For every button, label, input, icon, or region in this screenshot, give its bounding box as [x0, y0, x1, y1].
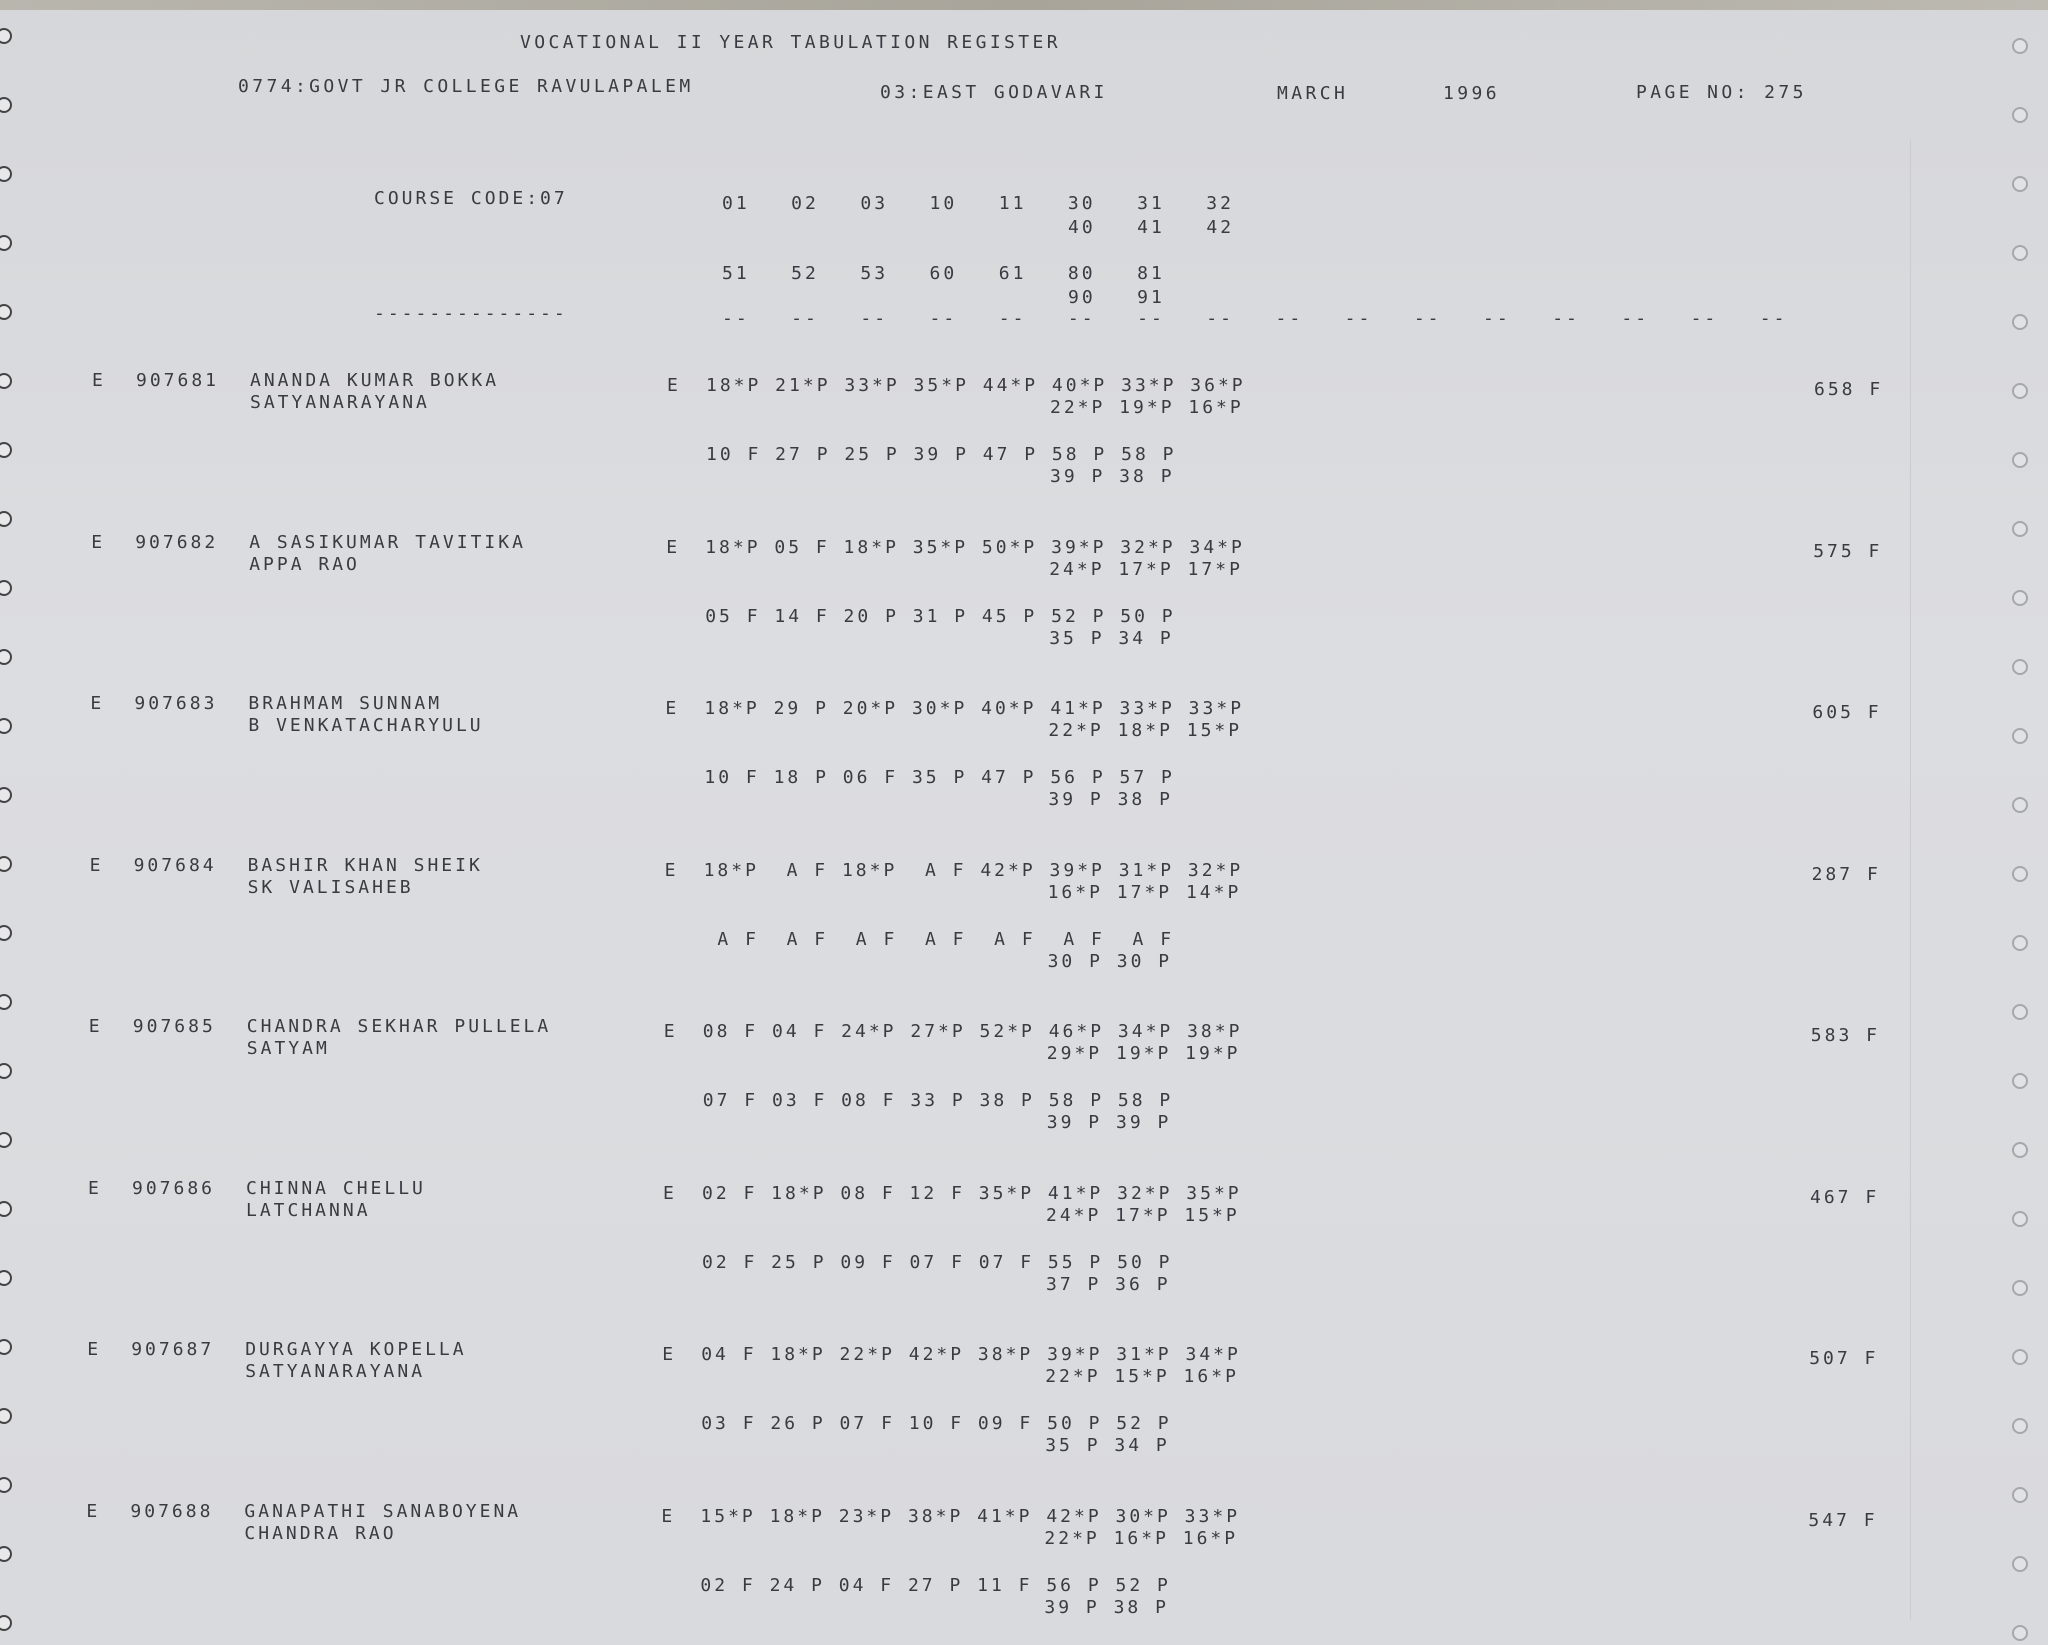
candidate-name: ANANDA KUMAR BOKKA: [250, 370, 500, 391]
exam-code: E: [667, 375, 681, 396]
grand-total: 467 F: [1810, 1186, 1880, 1208]
record-flag: E: [88, 1016, 103, 1037]
subject-codes-row1-cont: 40 41 42: [1068, 217, 1235, 238]
hall-ticket-number: 907684: [133, 854, 217, 876]
exam-code: E: [661, 1505, 676, 1527]
feed-hole: [0, 304, 12, 320]
marks-row1-cont: 24*P 17*P 17*P: [1049, 558, 1243, 580]
exam-code: E: [663, 1182, 677, 1204]
grand-total: 287 F: [1811, 863, 1881, 885]
page-number: PAGE NO: 275: [1636, 82, 1807, 103]
marks-row1-cont: 22*P 16*P 16*P: [1044, 1527, 1239, 1549]
feed-hole: [2012, 866, 2028, 882]
feed-hole: [2012, 728, 2028, 744]
feed-hole: [2012, 1349, 2028, 1365]
column-dashes: -- -- -- -- -- -- -- -- -- -- -- -- -- -- -- --: [722, 308, 1788, 329]
feed-hole: [0, 28, 12, 44]
feed-hole: [0, 925, 12, 941]
feed-hole: [2012, 590, 2028, 606]
subject-codes-row2-cont: 90 91: [1068, 287, 1165, 308]
hall-ticket-number: 907688: [130, 1500, 214, 1522]
feed-hole: [0, 373, 12, 389]
hall-ticket-number: 907683: [134, 693, 218, 714]
grand-total: 605 F: [1812, 702, 1882, 723]
hall-ticket-number: 907682: [135, 531, 219, 553]
marks-row1: 08 F 04 F 24*P 27*P 52*P 46*P 34*P 38*P: [702, 1021, 1243, 1042]
feed-hole: [2012, 1418, 2028, 1434]
candidate-name: BRAHMAM SUNNAM: [248, 693, 443, 714]
feed-hole: [0, 166, 12, 182]
feed-hole: [2012, 245, 2028, 261]
show-through-text: [1250, 18, 1271, 58]
marks-row2: 03 F 26 P 07 F 10 F 09 F 50 P 52 P: [701, 1413, 1172, 1434]
feed-hole: [0, 649, 12, 665]
marks-row2: A F A F A F A F A F A F A F: [703, 928, 1175, 950]
record-flag: E: [91, 531, 106, 553]
exam-code: E: [666, 536, 681, 558]
hall-ticket-number: 907681: [136, 370, 220, 391]
record-flag: E: [86, 1500, 101, 1522]
feed-hole: [2012, 176, 2028, 192]
feed-hole: [2012, 107, 2028, 123]
marks-row2-cont: 39 P 38 P: [1048, 789, 1173, 810]
register-title: VOCATIONAL II YEAR TABULATION REGISTER: [520, 32, 1062, 53]
candidate-father-name: SATYANARAYANA: [250, 392, 430, 413]
marks-row1: 18*P A F 18*P A F 42*P 39*P 31*P 32*P: [703, 859, 1244, 881]
grand-total: 658 F: [1814, 379, 1884, 400]
record-flag: E: [89, 854, 104, 876]
feed-hole: [2012, 1004, 2028, 1020]
marks-row1-cont: 29*P 19*P 19*P: [1046, 1043, 1241, 1064]
right-tractor-holes: [1998, 0, 2048, 1645]
feed-hole: [2012, 1142, 2028, 1158]
feed-hole: [0, 1408, 12, 1424]
feed-hole: [2012, 1625, 2028, 1641]
feed-hole: [0, 1546, 12, 1562]
marks-row1: 04 F 18*P 22*P 42*P 38*P 39*P 31*P 34*P: [701, 1344, 1241, 1365]
feed-hole: [0, 718, 12, 734]
feed-hole: [0, 1615, 12, 1631]
feed-hole: [0, 235, 12, 251]
feed-hole: [0, 1477, 12, 1493]
marks-row1-cont: 22*P 18*P 15*P: [1048, 720, 1243, 741]
candidate-name: BASHIR KHAN SHEIK: [247, 854, 483, 876]
candidate-name: A SASIKUMAR TAVITIKA: [249, 531, 526, 553]
candidate-name: CHINNA CHELLU: [246, 1177, 426, 1199]
feed-hole: [2012, 38, 2028, 54]
feed-hole: [0, 1201, 12, 1217]
marks-row2-cont: 39 P 39 P: [1046, 1112, 1172, 1133]
hall-ticket-number: 907686: [132, 1177, 216, 1199]
marks-row2: 02 F 24 P 04 F 27 P 11 F 56 P 52 P: [700, 1574, 1171, 1596]
candidate-name: GANAPATHI SANABOYENA: [244, 1500, 522, 1522]
marks-row1: 15*P 18*P 23*P 38*P 41*P 42*P 30*P 33*P: [700, 1505, 1241, 1527]
feed-hole: [0, 97, 12, 113]
record-flag: E: [92, 370, 106, 391]
candidate-father-name: APPA RAO: [249, 553, 360, 575]
left-tractor-holes: [0, 0, 30, 1645]
marks-row2: 10 F 27 P 25 P 39 P 47 P 58 P 58 P: [706, 444, 1177, 465]
feed-hole: [2012, 935, 2028, 951]
marks-row2-cont: 35 P 34 P: [1049, 627, 1174, 649]
feed-hole: [2012, 1487, 2028, 1503]
feed-hole: [2012, 1073, 2028, 1089]
grand-total: 583 F: [1810, 1025, 1880, 1046]
candidate-name: DURGAYYA KOPELLA: [245, 1339, 467, 1360]
marks-row2-cont: 30 P 30 P: [1047, 950, 1173, 972]
marks-row2-cont: 39 P 38 P: [1044, 1596, 1169, 1618]
candidate-name: CHANDRA SEKHAR PULLELA: [246, 1016, 552, 1037]
feed-hole: [2012, 314, 2028, 330]
marks-row2: 02 F 25 P 09 F 07 F 07 F 55 P 50 P: [702, 1251, 1173, 1273]
feed-hole: [0, 994, 12, 1010]
feed-hole: [2012, 452, 2028, 468]
feed-hole: [0, 580, 12, 596]
grand-total: 547 F: [1808, 1509, 1878, 1531]
feed-hole: [2012, 1211, 2028, 1227]
record-flag: E: [87, 1339, 102, 1360]
record-flag: E: [90, 693, 105, 714]
candidate-father-name: SK VALISAHEB: [247, 876, 414, 898]
feed-hole: [0, 856, 12, 872]
candidate-father-name: SATYANARAYANA: [245, 1361, 426, 1382]
exam-code: E: [664, 859, 679, 881]
feed-hole: [0, 1132, 12, 1148]
marks-row2: 05 F 14 F 20 P 31 P 45 P 52 P 50 P: [705, 605, 1176, 627]
grand-total: 575 F: [1813, 540, 1883, 562]
hall-ticket-number: 907687: [131, 1339, 215, 1360]
exam-code: E: [665, 698, 680, 719]
course-underline: --------------: [374, 303, 568, 324]
marks-row2: 10 F 18 P 06 F 35 P 47 P 56 P 57 P: [704, 767, 1175, 788]
district-name: 03:EAST GODAVARI: [880, 82, 1108, 103]
feed-hole: [0, 1270, 12, 1286]
feed-hole: [0, 442, 12, 458]
candidate-father-name: SATYAM: [246, 1038, 330, 1059]
subject-codes-row2: 51 52 53 60 61 80 81: [722, 263, 1165, 284]
marks-row2-cont: 39 P 38 P: [1050, 466, 1175, 487]
feed-hole: [0, 787, 12, 803]
feed-hole: [0, 1339, 12, 1355]
candidate-father-name: LATCHANNA: [246, 1199, 371, 1221]
marks-row1: 18*P 05 F 18*P 35*P 50*P 39*P 32*P 34*P: [705, 536, 1245, 558]
marks-row2: 07 F 03 F 08 F 33 P 38 P 58 P 58 P: [702, 1090, 1174, 1111]
exam-code: E: [663, 1021, 678, 1042]
marks-row1: 18*P 29 P 20*P 30*P 40*P 41*P 33*P 33*P: [704, 698, 1245, 719]
college-name: 0774:GOVT JR COLLEGE RAVULAPALEM: [238, 76, 694, 97]
subject-codes-row1: 01 02 03 10 11 30 31 32: [722, 193, 1234, 214]
feed-hole: [2012, 659, 2028, 675]
marks-row1-cont: 24*P 17*P 15*P: [1046, 1204, 1240, 1226]
feed-hole: [2012, 1280, 2028, 1296]
record-flag: E: [88, 1177, 102, 1199]
course-code: COURSE CODE:07: [374, 188, 568, 209]
exam-code: E: [662, 1344, 677, 1365]
exam-month: MARCH: [1277, 83, 1349, 104]
feed-hole: [2012, 383, 2028, 399]
marks-row1-cont: 22*P 15*P 16*P: [1045, 1366, 1239, 1387]
marks-row1-cont: 22*P 19*P 16*P: [1050, 397, 1244, 418]
feed-hole: [2012, 797, 2028, 813]
marks-row1: 02 F 18*P 08 F 12 F 35*P 41*P 32*P 35*P: [702, 1182, 1242, 1204]
marks-row2-cont: 37 P 36 P: [1046, 1273, 1171, 1295]
feed-hole: [2012, 1556, 2028, 1572]
marks-row2-cont: 35 P 34 P: [1045, 1435, 1170, 1456]
candidate-father-name: B VENKATACHARYULU: [248, 715, 484, 736]
feed-hole: [0, 511, 12, 527]
feed-hole: [0, 1063, 12, 1079]
hall-ticket-number: 907685: [132, 1016, 216, 1037]
marks-row1: 18*P 21*P 33*P 35*P 44*P 40*P 33*P 36*P: [706, 375, 1246, 396]
exam-year: 1996: [1443, 83, 1500, 104]
candidate-father-name: CHANDRA RAO: [244, 1522, 397, 1544]
feed-hole: [2012, 521, 2028, 537]
marks-row1-cont: 16*P 17*P 14*P: [1047, 881, 1242, 903]
grand-total: 507 F: [1809, 1348, 1879, 1369]
faint-rule: [1910, 140, 1911, 1620]
top-paper-edge: [0, 0, 2048, 10]
